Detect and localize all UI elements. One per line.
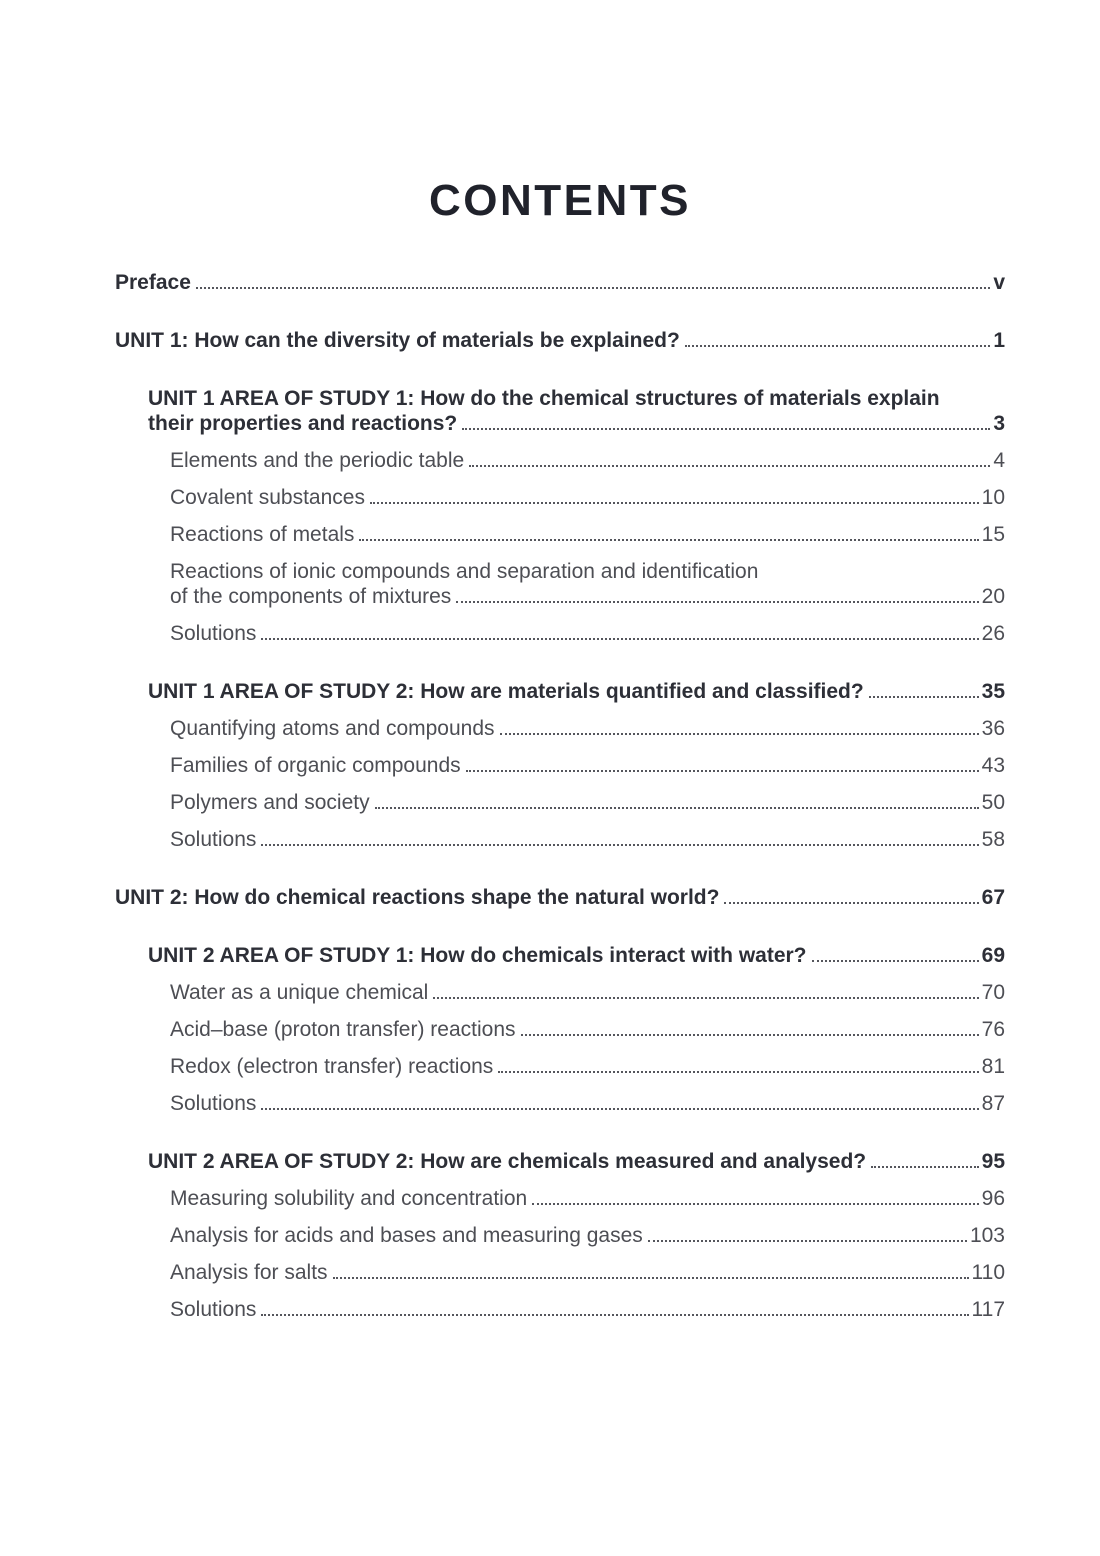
- toc-leader-dots: [500, 733, 979, 735]
- toc-entry-label: Acid–base (proton transfer) reactions: [170, 1018, 516, 1041]
- toc-page-number: 10: [981, 486, 1005, 509]
- toc-page-number: 96: [981, 1187, 1005, 1210]
- toc-entry: [115, 559, 1005, 609]
- toc-leader-dots: [261, 844, 978, 846]
- toc-leader-dots: [462, 428, 990, 430]
- toc-entry-label: UNIT 1 AREA OF STUDY 1: How do the chemical structures of materials explain: [148, 387, 940, 410]
- toc-leader-dots: [532, 1203, 978, 1205]
- toc-leader-dots: [869, 696, 979, 698]
- toc-entry-label: Analysis for salts: [170, 1261, 328, 1284]
- toc-leader-dots: [724, 902, 978, 904]
- toc-entry: [115, 943, 1005, 968]
- toc-entry: [115, 522, 1005, 547]
- toc-page-number: 15: [981, 523, 1005, 546]
- toc-entry: [115, 1260, 1005, 1285]
- toc-entry: [115, 790, 1005, 815]
- toc-entry: [115, 716, 1005, 741]
- toc-entry-label: Reactions of metals: [170, 523, 355, 546]
- toc-page-number: 36: [981, 717, 1005, 740]
- toc-page-number: 87: [981, 1092, 1005, 1115]
- toc-entry-label: UNIT 2 AREA OF STUDY 1: How do chemicals interact with water?: [148, 944, 807, 967]
- toc-page-number: 4: [993, 449, 1005, 472]
- toc-page-number: 1: [993, 329, 1005, 352]
- toc-page-number: 58: [981, 828, 1005, 851]
- toc-leader-dots: [433, 997, 978, 999]
- toc-entry: [115, 980, 1005, 1005]
- toc-entry-label: Quantifying atoms and compounds: [170, 717, 495, 740]
- toc-page-number: 43: [981, 754, 1005, 777]
- toc-entry: [115, 270, 1005, 295]
- toc-entry-label: Solutions: [170, 1092, 257, 1115]
- toc-leader-dots: [370, 502, 979, 504]
- toc-entry-label: Preface: [115, 271, 191, 294]
- toc-entry-label: Analysis for acids and bases and measuring gases: [170, 1224, 643, 1247]
- toc-entry: [115, 1297, 1005, 1322]
- toc-page-number: 110: [971, 1261, 1005, 1284]
- toc-entry: [115, 1149, 1005, 1174]
- toc-entry-label: Solutions: [170, 1298, 257, 1321]
- toc-leader-dots: [261, 1108, 978, 1110]
- toc-entry-label: UNIT 2: How do chemical reactions shape the natural world?: [115, 886, 720, 909]
- toc-page-number: 50: [981, 791, 1005, 814]
- toc-page-number: 76: [981, 1018, 1005, 1041]
- toc-entry: [115, 621, 1005, 646]
- page-title: CONTENTS: [429, 176, 691, 225]
- toc-entry: [115, 328, 1005, 353]
- toc-leader-dots: [359, 539, 978, 541]
- toc-entry-label: their properties and reactions?: [148, 412, 458, 435]
- toc-entry: [115, 448, 1005, 473]
- toc-page-number: 69: [981, 944, 1005, 967]
- toc-entry: [115, 885, 1005, 910]
- toc-page-number: 103: [969, 1224, 1005, 1247]
- toc-entry-label: UNIT 1: How can the diversity of materials be explained?: [115, 329, 680, 352]
- toc-entry: [115, 1091, 1005, 1116]
- toc-leader-dots: [521, 1034, 979, 1036]
- toc-leader-dots: [685, 345, 990, 347]
- toc-page-number: v: [993, 271, 1005, 294]
- toc-entry-label: Redox (electron transfer) reactions: [170, 1055, 494, 1078]
- toc-entry: [115, 679, 1005, 704]
- toc-leader-dots: [261, 1314, 968, 1316]
- toc-leader-dots: [456, 601, 978, 603]
- toc-leader-dots: [466, 770, 979, 772]
- toc-entry-label: Families of organic compounds: [170, 754, 461, 777]
- table-of-contents: [115, 270, 1005, 1322]
- toc-entry: [115, 386, 1005, 436]
- toc-entry-label: Measuring solubility and concentration: [170, 1187, 528, 1210]
- toc-leader-dots: [871, 1166, 979, 1168]
- toc-leader-dots: [469, 465, 990, 467]
- toc-entry-label: UNIT 2 AREA OF STUDY 2: How are chemicals measured and analysed?: [148, 1150, 867, 1173]
- toc-entry-label: Solutions: [170, 828, 257, 851]
- toc-page-number: 26: [981, 622, 1005, 645]
- toc-entry-label: Polymers and society: [170, 791, 370, 814]
- toc-entry-label: UNIT 1 AREA OF STUDY 2: How are materials quantified and classified?: [148, 680, 864, 703]
- toc-leader-dots: [648, 1240, 967, 1242]
- toc-leader-dots: [812, 960, 979, 962]
- toc-entry: [115, 1017, 1005, 1042]
- toc-leader-dots: [261, 638, 978, 640]
- toc-entry-label: of the components of mixtures: [170, 585, 452, 608]
- toc-entry: [115, 1054, 1005, 1079]
- toc-entry: [115, 1223, 1005, 1248]
- toc-leader-dots: [375, 807, 979, 809]
- toc-entry: [115, 827, 1005, 852]
- toc-entry-label: Reactions of ionic compounds and separation and identification: [170, 560, 759, 583]
- toc-entry-label: Solutions: [170, 622, 257, 645]
- toc-leader-dots: [196, 287, 990, 289]
- toc-entry: [115, 753, 1005, 778]
- toc-page-number: 3: [993, 412, 1005, 435]
- toc-page-number: 67: [981, 886, 1005, 909]
- toc-page-number: 20: [981, 585, 1005, 608]
- toc-entry-label: Water as a unique chemical: [170, 981, 429, 1004]
- toc-leader-dots: [498, 1071, 978, 1073]
- toc-entry-label: Elements and the periodic table: [170, 449, 465, 472]
- toc-page-number: 70: [981, 981, 1005, 1004]
- toc-page-number: 95: [981, 1150, 1005, 1173]
- toc-page-number: 81: [981, 1055, 1005, 1078]
- toc-page-number: 35: [981, 680, 1005, 703]
- toc-page-number: 117: [971, 1298, 1005, 1321]
- toc-leader-dots: [333, 1277, 969, 1279]
- toc-entry: [115, 485, 1005, 510]
- toc-entry-label: Covalent substances: [170, 486, 365, 509]
- toc-entry: [115, 1186, 1005, 1211]
